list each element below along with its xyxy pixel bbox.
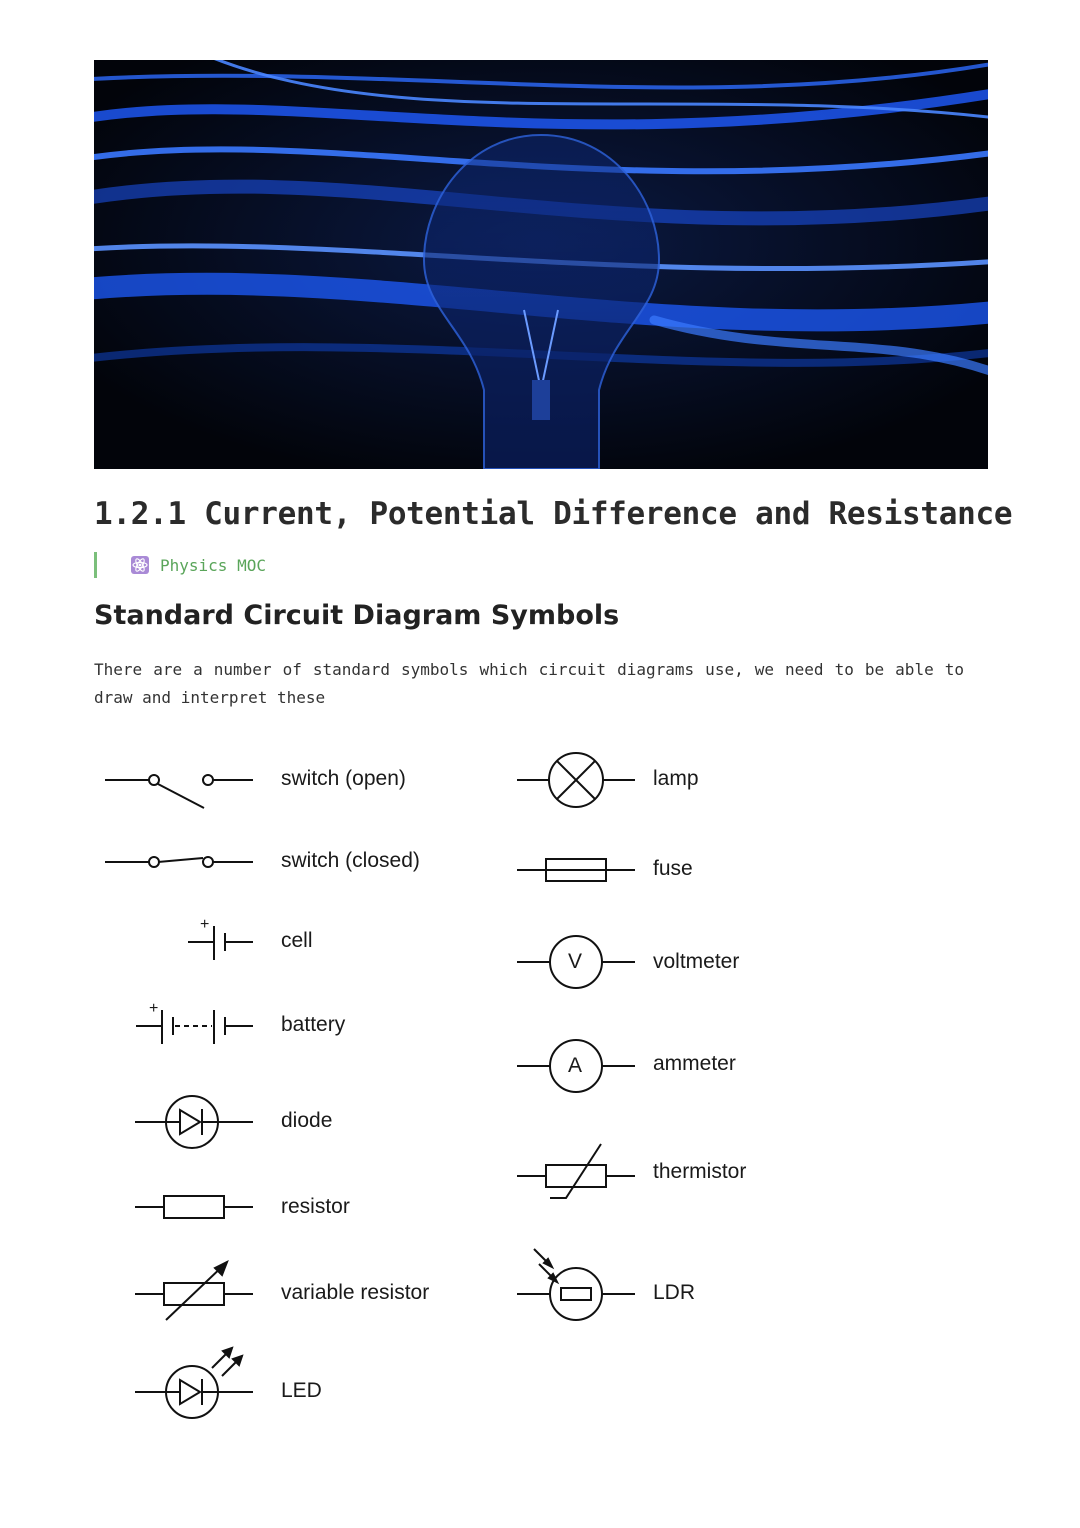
ammeter-glyph: A bbox=[568, 1054, 583, 1077]
ldr-label: LDR bbox=[653, 1281, 696, 1304]
page-title: 1.2.1 Current, Potential Difference and Resistance bbox=[94, 496, 1013, 532]
callout-bar bbox=[94, 552, 97, 578]
fuse-symbol bbox=[517, 859, 635, 881]
resistor-label: resistor bbox=[281, 1195, 350, 1218]
header-banner-image bbox=[94, 60, 988, 469]
cell-symbol bbox=[188, 926, 253, 960]
resistor-symbol bbox=[135, 1196, 253, 1218]
physics-moc-link[interactable]: Physics MOC bbox=[160, 555, 266, 575]
thermistor-symbol bbox=[517, 1144, 635, 1198]
cell-label: cell bbox=[281, 929, 313, 952]
lamp-symbol bbox=[517, 753, 635, 807]
section-heading: Standard Circuit Diagram Symbols bbox=[94, 600, 620, 631]
circuit-symbols-figure bbox=[94, 720, 988, 1430]
voltmeter-label: voltmeter bbox=[653, 950, 740, 973]
led-symbol bbox=[135, 1348, 253, 1418]
switch-open-label: switch (open) bbox=[281, 767, 406, 790]
led-label: LED bbox=[281, 1379, 322, 1402]
atom-icon bbox=[131, 556, 149, 574]
lamp-label: lamp bbox=[653, 767, 699, 790]
ldr-symbol bbox=[517, 1249, 635, 1320]
switch-closed-label: switch (closed) bbox=[281, 849, 420, 872]
switch-closed-symbol bbox=[105, 857, 253, 867]
variable-resistor-symbol bbox=[135, 1262, 253, 1320]
lightbulb-icon bbox=[94, 60, 988, 469]
battery-label: battery bbox=[281, 1013, 346, 1036]
battery-plus-sign: + bbox=[149, 1000, 159, 1017]
ammeter-label: ammeter bbox=[653, 1052, 736, 1075]
voltmeter-glyph: V bbox=[568, 950, 583, 973]
thermistor-label: thermistor bbox=[653, 1160, 747, 1183]
moc-link-row bbox=[94, 552, 266, 578]
switch-open-symbol bbox=[105, 775, 253, 808]
diode-label: diode bbox=[281, 1109, 333, 1132]
intro-paragraph: There are a number of standard symbols which circuit diagrams use, we need to be able to draw and interpret these bbox=[94, 660, 964, 707]
diode-symbol bbox=[135, 1096, 253, 1148]
variable-resistor-label: variable resistor bbox=[281, 1281, 430, 1304]
cell-plus-sign: + bbox=[200, 916, 210, 933]
fuse-label: fuse bbox=[653, 857, 693, 880]
